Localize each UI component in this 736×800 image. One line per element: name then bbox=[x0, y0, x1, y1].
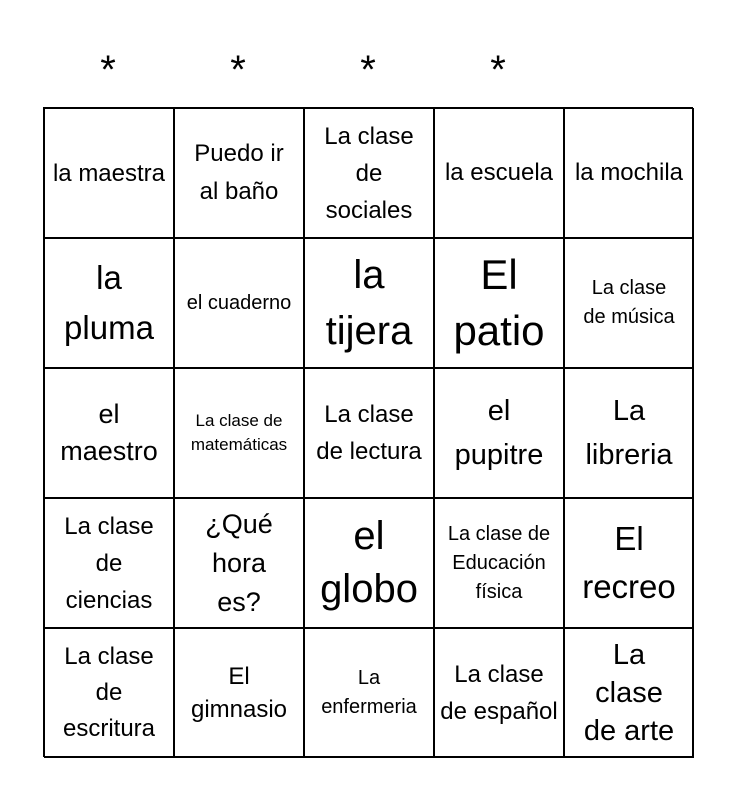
cell-label: La clase de música bbox=[583, 277, 675, 328]
cell-label: La libreria bbox=[585, 395, 673, 471]
cell-label: el cuaderno bbox=[186, 291, 292, 314]
bingo-cell[interactable] bbox=[564, 368, 694, 498]
bingo-cell[interactable] bbox=[304, 628, 434, 758]
bingo-cell[interactable] bbox=[434, 368, 564, 498]
cell-label: el globo bbox=[320, 514, 418, 611]
bingo-cell[interactable] bbox=[174, 238, 304, 368]
bingo-cell[interactable] bbox=[564, 238, 694, 368]
bingo-cell[interactable] bbox=[304, 498, 434, 628]
bingo-cell[interactable] bbox=[434, 498, 564, 628]
cell-label: La clase de arte bbox=[583, 639, 675, 747]
cell-label: el maestro bbox=[60, 399, 158, 466]
bingo-cell[interactable] bbox=[44, 108, 174, 238]
bingo-board bbox=[43, 107, 693, 757]
bingo-cell[interactable] bbox=[304, 238, 434, 368]
bingo-cell[interactable] bbox=[564, 628, 694, 758]
cell-label: El recreo bbox=[582, 520, 676, 605]
cell-label: La clase de Educación física bbox=[447, 522, 551, 603]
cell-label: Puedo ir al baño bbox=[194, 140, 284, 205]
bingo-header bbox=[43, 40, 693, 100]
header-star: * bbox=[100, 48, 116, 92]
bingo-cell[interactable] bbox=[174, 498, 304, 628]
bingo-cell[interactable] bbox=[44, 628, 174, 758]
cell-label: La clase de sociales bbox=[324, 122, 414, 224]
cell-label: El gimnasio bbox=[190, 663, 288, 723]
cell-label: ¿Qué hora es? bbox=[205, 508, 273, 617]
cell-label: La clase de lectura bbox=[316, 401, 422, 465]
bingo-cell[interactable] bbox=[174, 628, 304, 758]
header-star: * bbox=[360, 48, 376, 92]
cell-label: la tijera bbox=[325, 253, 413, 353]
header-star: * bbox=[230, 48, 246, 92]
cell-label: La enfermeria bbox=[321, 667, 417, 718]
bingo-cell[interactable] bbox=[304, 108, 434, 238]
cell-label: la mochila bbox=[574, 159, 684, 186]
cell-label: La clase de matemáticas bbox=[190, 411, 288, 454]
bingo-cell[interactable] bbox=[44, 498, 174, 628]
cell-label: el pupitre bbox=[454, 395, 544, 471]
bingo-cell[interactable] bbox=[434, 238, 564, 368]
bingo-cell[interactable] bbox=[434, 628, 564, 758]
bingo-cell[interactable] bbox=[44, 238, 174, 368]
cell-label: la escuela bbox=[444, 159, 554, 186]
cell-label: la maestra bbox=[52, 159, 166, 187]
cell-label: La clase de escritura bbox=[62, 643, 156, 742]
bingo-cell[interactable] bbox=[564, 108, 694, 238]
bingo-cell[interactable] bbox=[44, 368, 174, 498]
bingo-cell[interactable] bbox=[304, 368, 434, 498]
cell-label: la pluma bbox=[64, 259, 154, 346]
cell-label: La clase de ciencias bbox=[64, 512, 154, 614]
bingo-cell[interactable] bbox=[564, 498, 694, 628]
cell-label: El patio bbox=[453, 251, 545, 354]
cell-label: La clase de español bbox=[440, 661, 558, 725]
bingo-cell[interactable] bbox=[174, 368, 304, 498]
bingo-cell[interactable] bbox=[434, 108, 564, 238]
bingo-cell[interactable] bbox=[174, 108, 304, 238]
header-star: * bbox=[490, 48, 506, 92]
